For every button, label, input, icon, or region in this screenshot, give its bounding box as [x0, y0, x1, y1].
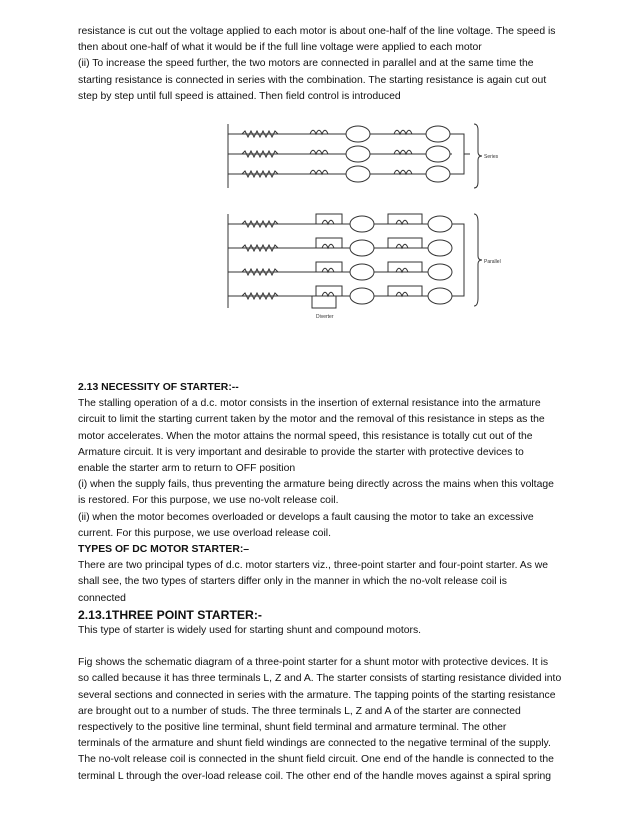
text-line: resistance is cut out the voltage applied to each motor is about one-half of the line voltage. The speed is [78, 26, 556, 37]
text-line: This type of starter is widely used for starting shunt and compound motors. [78, 625, 422, 637]
main-text [78, 380, 568, 785]
text-line: respectively to the positive line terminal, shunt field terminal and armature terminal. The other [78, 722, 507, 734]
section-heading-2-13: 2.13 NECESSITY OF STARTER:-- [78, 382, 239, 393]
types-heading: TYPES OF DC MOTOR STARTER:– [78, 544, 250, 556]
section-heading-2-13-1: 2.13.1THREE POINT STARTER:- [78, 607, 262, 622]
text-line: (ii) when the motor becomes overloaded or develops a fault causing the motor to take an excessive [78, 511, 534, 523]
text-line: There are two principal types of d.c. motor starters viz., three-point starter and four-point starter. As we [78, 560, 549, 572]
parallel-label: Parallel [484, 259, 501, 265]
text-line: enable the starter arm to return to OFF position [78, 463, 296, 475]
series-label: Series [484, 154, 499, 160]
text-line: The stalling operation of a d.c. motor consists in the insertion of external resistance into the armature [78, 398, 541, 410]
text-line: terminal L through the over-load release coil. The other end of the handle moves against a spiral spring [78, 770, 552, 782]
text-line: then about one-half of what it would be if the full line voltage were applied to each motor [78, 42, 482, 54]
text-line: step by step until full speed is attained. Then field control is introduced [78, 90, 401, 102]
text-line: starting resistance is connected in series with the combination. The starting resistance is again cut out [78, 74, 547, 86]
text-line: Armature circuit. It is very important and desirable to provide the starter with protective devices to [78, 446, 524, 458]
text-line: The no-volt release coil is connected in the shunt field circuit. One end of the handle is connected to the [78, 754, 554, 766]
text-line: connected [78, 592, 126, 604]
diverter-label: Diverter [316, 314, 334, 320]
text-line: (i) when the supply fails, thus preventing the armature being directly across the mains when this voltage [78, 479, 554, 491]
text-line: several sections and connected in series with the armature. The tapping points of the starting resistance [78, 689, 556, 701]
text-line: shall see, the two types of starters differ only in the manner in which the no-volt release coil is [78, 576, 507, 588]
motor-connection-diagram [212, 118, 520, 330]
text-line: is restored. For this purpose, we use no-volt release coil. [78, 495, 339, 507]
intro-paragraph [78, 24, 568, 105]
text-line: current. For this purpose, we use overload release coil. [78, 527, 331, 539]
paragraph-gap [78, 639, 568, 655]
text-line: Fig shows the schematic diagram of a three-point starter for a shunt motor with protective devices. It is [78, 657, 549, 669]
text-line: so called because it has three terminals L, Z and A. The starter consists of starting resistance divided into [78, 673, 562, 685]
text-line: (ii) To increase the speed further, the two motors are connected in parallel and at the same time the [78, 58, 534, 70]
text-line: are brought out to a number of studs. The three terminals L, Z and A of the starter are connected [78, 705, 521, 717]
text-line: terminals of the armature and shunt field windings are connected to the negative terminal of the supply. [78, 738, 551, 750]
text-line: circuit to limit the starting current taken by the motor and the removal of this resistance in steps as the [78, 414, 545, 426]
text-line: motor accelerates. When the motor attains the normal speed, this resistance is totally cut out of the [78, 430, 533, 442]
